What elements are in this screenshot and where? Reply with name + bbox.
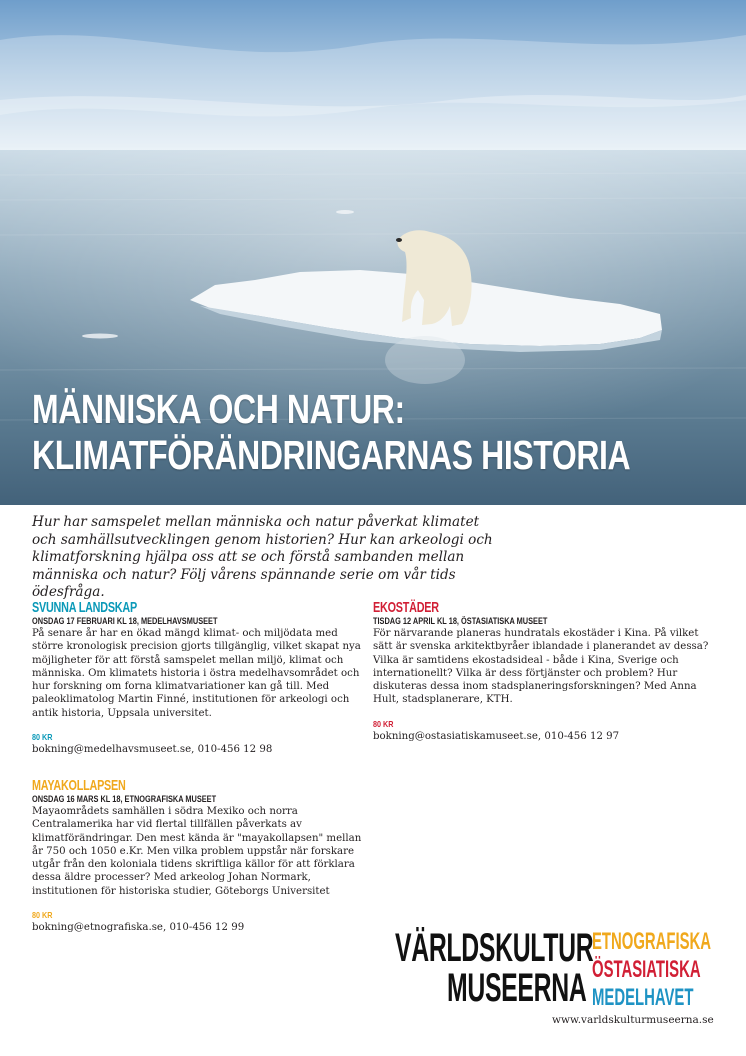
title-line-2: KLIMATFÖRÄNDRINGARNAS HISTORIA	[32, 432, 631, 478]
event-date-location: ONSDAG 16 MARS KL 18, ETNOGRAFISKA MUSEET	[32, 794, 217, 804]
event-booking-contact[interactable]: bokning@etnografiska.se, 010-456 12 99	[32, 922, 245, 934]
event-description: För närvarande planeras hundratals ekostäder i Kina. På vilket sätt är svenska arkitektbyråer iblandade i planerandet av dessa? Vilka är samtidens ekostadsideal - både i Kina, Sverige och internationellt? Vilka är dess förtjänster och problem? Hur diskuteras dessa inom stadsplaneringsforskningen? Med Anna Hult, stadsplanerare, KTH.	[373, 628, 709, 706]
event-price: 80 KR	[32, 732, 53, 743]
event-price: 80 KR	[373, 718, 394, 729]
logo-museum-ostasiatiska: ÖSTASIATISKA	[592, 956, 701, 983]
event-date-location: TISDAG 12 APRIL KL 18, ÖSTASIATISKA MUSEET	[373, 616, 548, 626]
event-svunna-landskap	[32, 600, 362, 756]
event-description: På senare år har en ökad mängd klimat- och miljödata med större kronologisk precision gjorts tillgänglig, vilket skapat nya möjligheter för att förstå samspelet mellan miljö, klimat och människa. Om klimatets historia i östra medelhavsområdet och hur forskning om forna klimatvariationer kan gå till. Med paleoklimatolog Martin Finné, institutionen för arkeologi och antik historia, Uppsala universitet.	[32, 628, 361, 719]
logo-line-2: MUSEERNA	[447, 966, 587, 1010]
event-mayakollapsen	[32, 778, 362, 934]
event-heading: EKOSTÄDER	[373, 599, 439, 616]
event-heading: SVUNNA LANDSKAP	[32, 599, 137, 616]
event-heading: MAYAKOLLAPSEN	[32, 777, 126, 794]
event-description: Mayaområdets samhällen i södra Mexiko och norra Centralamerika har vid flertal tillfällen påverkats av klimatförändringar. Den mest kända är "mayakollapsen" mellan år 750 och 1050 e.Kr. Men vilka problem uppstår när forskare utgår från den koloniala tidens skriftliga källor för att förklara dessa äldre processer? Med arkeolog Johan Normark, institutionen för historiska studier, Göteborgs Universitet	[32, 806, 362, 897]
logo-museum-etnografiska: ETNOGRAFISKA	[592, 928, 712, 955]
event-booking-contact[interactable]: bokning@medelhavsmuseet.se, 010-456 12 98	[32, 744, 273, 756]
page-title	[32, 386, 630, 478]
logo-museum-medelhavet: MEDELHAVET	[592, 984, 694, 1011]
logo-line-1: VÄRLDSKULTUR	[395, 926, 594, 970]
varldskulturmuseerna-logo	[395, 926, 715, 1022]
event-booking-contact[interactable]: bokning@ostasiatiskamuseet.se, 010-456 12 97	[373, 730, 620, 742]
website-link[interactable]: www.varldskulturmuseerna.se	[552, 1014, 714, 1026]
event-date-location: ONSDAG 17 FEBRUARI KL 18, MEDELHAVSMUSEET	[32, 616, 218, 626]
event-price: 80 KR	[32, 910, 53, 921]
intro-text: Hur har samspelet mellan människa och natur påverkat klimatet och samhällsutvecklingen genom historien? Hur kan arkeologi och klimatforskning hjälpa oss att se och förstå sambanden mellan människa och natur? Följ vårens spännande serie om vår tids ödesfråga.	[32, 514, 493, 601]
title-line-1: MÄNNISKA OCH NATUR:	[32, 386, 405, 432]
event-ekostader	[373, 600, 713, 743]
